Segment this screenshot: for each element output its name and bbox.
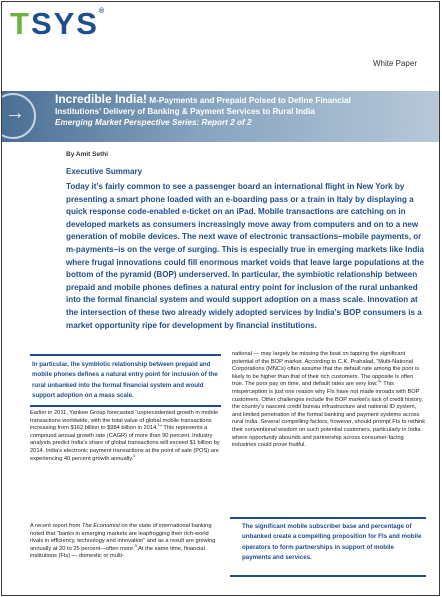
pull-quote-1-text: In particular, the symbiotic relationship between prepaid and mobile phones defines a natural entry point for inclusion of the rural unbanked into the formal financial system and would support adoption on a mass scale.: [32, 361, 218, 399]
logo-letters-sys: SYS: [30, 6, 99, 41]
para1-text: Earlier in 2011, Yankee Group forecasted “unprecedented growth in mobile transactions worldwide, with the total value of global mobile transactions increasing from $162 billion to $984 billion in 2014.: [30, 410, 219, 432]
arrow-right-icon: →: [5, 102, 25, 124]
series-subtitle: Emerging Market Perspective Series: Report 2 of 2: [55, 118, 252, 127]
footnote-ref: 2: [133, 452, 136, 458]
para2-text-c: At the same time, financial institutions (FIs) — domestic or multi-: [30, 545, 205, 560]
doc-type-label: White Paper: [372, 59, 417, 68]
title-banner: [2, 91, 439, 142]
para2-text-b: on the state of international banking noted that “banks in emerging markets are leapfrogging their rich-world rivals in efficiency, technology and innovation” and as a result are growing annually at 20 to 25 percent—often more.: [30, 523, 216, 552]
footnote-ref: 4: [377, 378, 380, 384]
right-column-text: national — may largely be missing the boat on tapping the significant potential of the BOP market. According to C.K. Prahalad, “Multi-National Corporations (MNCs) often assume that the default rate among the poor is likely to be higher than that of their rich customers. The opposite is often true. The poor pay on time, and default rates are very low.: [232, 351, 420, 388]
report-title: [55, 94, 430, 106]
tsys-logo: [10, 8, 106, 39]
footnote-ref: 3: [134, 542, 137, 548]
pull-quote-2: [230, 517, 426, 577]
left-column-paragraph-2: [30, 523, 221, 561]
footnote-ref: 1: [157, 422, 160, 428]
executive-summary-body: Today it’s fairly common to see a passenger board an international flight in New York by presenting a smart phone loaded with an e-boarding pass or a train in Italy by displaying a quick response code-enabled e-ticket on an iPad. Mobile transactions are catching on in developed markets as consumers increasingly move away from computers and on to a new generation of mobile devices. The next wave of electronic transactions–mobile payments, or m-payments–is on the verge of surging. This is especially true in emerging markets like India where frugal innovations could fill enormous market voids that leave large populations at the bottom of the pyramid (BOP) underserved. In particular, the symbiotic relationship between prepaid and mobile phones defines a natural entry point for inclusion of the rural unbanked into the formal financial system and would support adoption on a mass scale. Innovation at the intersection of these two already widely adopted services by India’s BOP consumers is a market opportunity ripe for development by financial institutions.: [66, 182, 425, 330]
right-column-text-rest: ” This misperception is just one reason why FIs have not made inroads with BOP customers. Other challenges include the BOP market’s lack of credit history, the country’s nascent credit bureau infrastructure and national ID system, and limited penetration of the formal banking and payment systems across rural India. Several compelling factors, however, should prompt FIs to rethink their conventional wisdom on such potential customers, particularly in India where opportunity abounds and partnership across consumer-facing industries could prove fruitful.: [232, 381, 426, 449]
executive-summary-heading: Executive Summary: [66, 167, 143, 176]
pull-quote-2-text: The significant mobile subscriber base and percentage of unbanked create a compelling proposition for FIs and mobile operators to form partnerships in support of mobile payments and services.: [242, 523, 422, 561]
para1-text-rest: ” This represents a compound annual growth rate (CAGR) of more than 90 percent. Industry analysts predict India’s share of global transactions will exceed $1 billion by 2014. India’s electronic payment transactions at the point of sale (POS) are experiencing 40 percent growth annually.: [30, 425, 220, 462]
report-title-rest: M-Payments and Prepaid Poised to Define Financial: [147, 96, 351, 105]
publication-name: The Economist: [81, 523, 120, 529]
pull-quote-1: [30, 354, 221, 407]
para2-text: A recent report from: [30, 523, 82, 529]
document-page: [1, 1, 440, 596]
banner-text: [55, 94, 430, 128]
report-title-line2: Institutions’ Delivery of Banking & Payment Services to Rural India: [55, 107, 315, 116]
logo-registered-mark: ®: [98, 8, 107, 15]
right-column-paragraph: [232, 351, 426, 450]
author-byline: By Amit Sethi: [66, 151, 109, 158]
logo-letter-t: T: [10, 6, 31, 41]
left-column-paragraph-1: [30, 410, 221, 463]
report-title-main: Incredible India!: [55, 92, 148, 106]
